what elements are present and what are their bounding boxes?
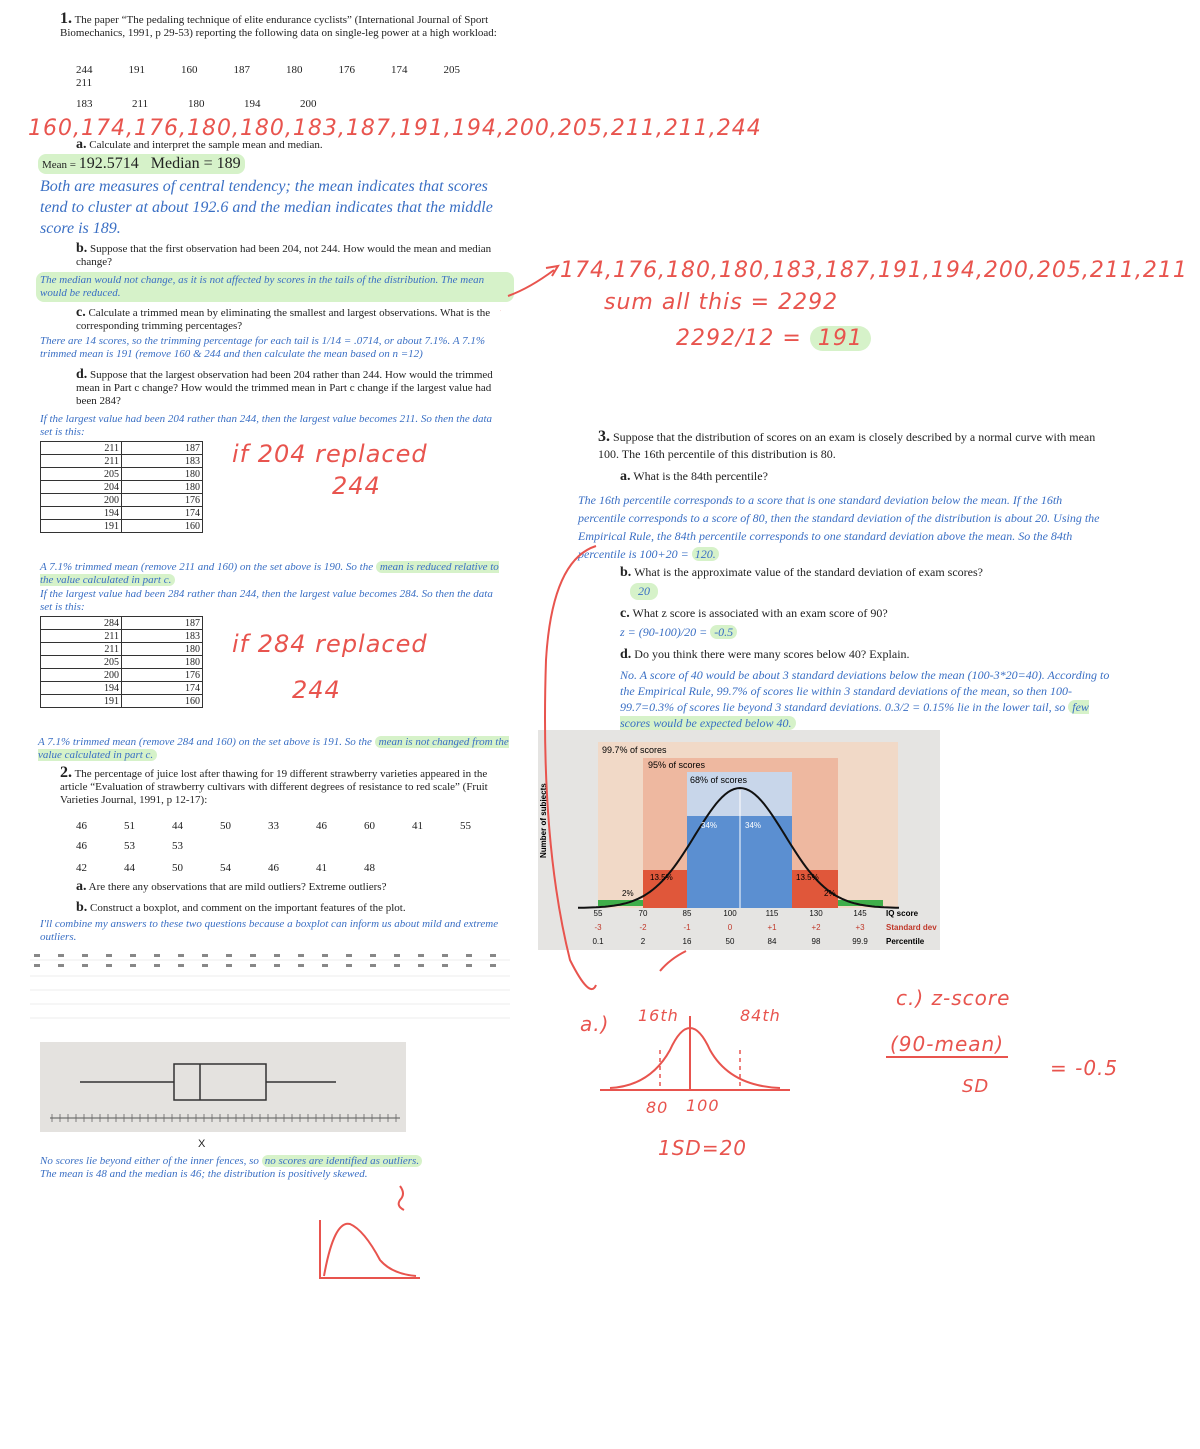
table-cell: 174 [122,507,203,520]
q3b-answer: 20 [630,583,658,600]
percentile-label: 84 [767,937,777,946]
hw-3c-denominator: SD [962,1076,990,1097]
sd-value-label: 0 [727,923,733,932]
q3a-answer-highlight: 120. [692,547,719,561]
q2-data-row1 [76,820,508,833]
q1-data-value: 183 [76,98,93,110]
q1-data-value: 160 [181,64,198,76]
q2-data-value: 53 [124,840,135,852]
table-cell: 205 [41,468,122,481]
sd-value-label: -1 [683,923,691,932]
sd-value-label: +2 [811,923,821,932]
q2-data-value: 55 [460,820,471,832]
hw-arrows [500,240,600,1040]
hw-284-244: 244 [292,676,341,704]
q3-intro: Suppose that the distribution of scores on an exam is closely described by a normal curve with mean 100. The 16th percentile of this distribution is 80. [598,430,1096,461]
table-row [41,520,203,533]
hw-100: 100 [686,1096,720,1115]
q3-number: 3. [598,428,610,445]
percentile-label: 99.9 [852,937,868,946]
q3c-text: What z score is associated with an exam score of 90? [632,606,888,620]
q2-data-value: 44 [124,862,135,874]
q3c-answer-text: z = (90-100)/20 = [620,625,711,639]
table-row [41,494,203,507]
q3c-question [620,607,888,620]
hw-3c-result: = -0.5 [1050,1056,1119,1080]
spreadsheet-snippet [30,950,510,1022]
q1b-question [76,242,506,269]
row-label-pct: Percentile [886,937,925,946]
table-cell: 205 [41,656,122,669]
table-row [41,455,203,468]
q3a-answer [578,491,1108,563]
q1d-answer4-text: A 7.1% trimmed mean (remove 284 and 160) on the set above is 191. So the [38,736,375,748]
q3a-question [620,470,768,483]
percentile-label: 2 [640,937,646,946]
median-label: Median = [150,155,217,172]
q1c-question [76,306,506,333]
label-2-right: 2% [824,889,836,898]
table-row [41,442,203,455]
q1-data-value: 176 [338,64,355,76]
q1a-label: a. [76,137,87,152]
q2-data-value: 48 [364,862,375,874]
iq-score-label: 85 [682,909,692,918]
table-cell: 160 [122,520,203,533]
q2-data-value: 41 [316,862,327,874]
q1b-text: Suppose that the first observation had been 204, not 244. How would the mean and median change? [76,243,492,268]
table-cell: 174 [122,682,203,695]
q3b-label: b. [620,565,632,580]
q2-data-value: 46 [76,820,87,832]
table-cell: 180 [122,643,203,656]
mean-value: 192.5714 [78,155,139,172]
hw-16th: 16th [638,1006,679,1025]
table-row [41,682,203,695]
hw-3c-numerator: (90-mean) [886,1032,1008,1058]
hw-arrow-to-chart [560,945,760,975]
table-row [41,643,203,656]
hw-right-sum: sum all this = 2292 [604,290,839,315]
q2-data-value: 46 [268,862,279,874]
data-table-204 [40,441,203,533]
hw-84th: 84th [740,1006,781,1025]
q3c-answer [620,626,737,639]
q1-handwritten-sorted: 160,174,176,180,180,183,187,191,194,200,205,211,211,244 [28,116,762,141]
q1-number: 1. [60,10,72,27]
boxplot-photo [40,1042,406,1132]
mean-label: Mean = [42,159,79,171]
percentile-label: 98 [811,937,821,946]
iq-score-label: 115 [765,909,779,918]
hw-284-replaced: if 284 replaced [232,630,428,658]
q2-data-value: 50 [220,820,231,832]
q2a-label: a. [76,879,87,894]
percentile-label: 16 [682,937,692,946]
q1-intro: The paper “The pedaling technique of elite endurance cyclists” (International Journal of Sport Biomechanics, 1991, p 29-53) reporting the following data on single-leg power at a high workload: [60,14,497,39]
q1d-answer4 [38,736,510,762]
data-table-284 [40,616,203,708]
q1a-question [76,138,323,152]
table-cell: 211 [41,442,122,455]
q1-mean-median [38,154,245,174]
iq-score-label: 55 [593,909,603,918]
q1-intro-block [60,12,510,40]
q3c-answer-highlight: -0.5 [710,625,737,639]
sd-value-label: +1 [767,923,777,932]
q3-intro-block [598,428,1118,463]
q3c-label: c. [620,606,630,621]
table-row [41,507,203,520]
table-cell: 183 [122,455,203,468]
table-row [41,481,203,494]
table-cell: 194 [41,682,122,695]
q1-data-value: 200 [300,98,317,110]
table-cell: 187 [122,617,203,630]
label-997: 99.7% of scores [602,745,667,755]
q2-intro: The percentage of juice lost after thawing for 19 different strawberry varieties appeared in the article “Evaluation of strawberry cultivars with different degrees of resistance to red scale” (Fruit Varieties Journal, 1991, p 12-17): [60,768,488,806]
table-cell: 200 [41,494,122,507]
q2-conclusion-text: No scores lie beyond either of the inner fences, so [40,1155,262,1167]
q1c-answer: There are 14 scores, so the trimming percentage for each tail is 1/14 = .0714, or about 7.1%. A 7.1% trimmed mean is 191 (remove 160 & 244 and then calculate the mean based on n =12) [40,335,486,360]
boxplot-axis-label: X [198,1138,206,1150]
q2-data-value: 41 [412,820,423,832]
q1d-answer1: If the largest value had been 204 rather than 244, then the largest value becomes 211. So then the data set is this: [40,413,493,438]
q2-data-value: 54 [220,862,231,874]
hw-3c-label: c.) z-score [896,986,1011,1010]
q2-data-value: 46 [76,840,87,852]
table-cell: 284 [41,617,122,630]
q1d-answer3: If the largest value had been 284 rather than 244, then the largest value becomes 284. So then the data set is this: [40,588,493,613]
iq-score-label: 145 [853,909,867,918]
q1-data-value: 244 [76,64,93,76]
q3d-label: d. [620,647,632,662]
hw-normal-sketch [580,1010,800,1110]
q3d-answer-highlight: few scores would be expected below 40. [620,700,1089,730]
q2-data-value: 53 [172,840,183,852]
q1c-text: Calculate a trimmed mean by eliminating the smallest and largest observations. What is the corresponding trimming percentages? [76,307,491,332]
table-cell: 187 [122,442,203,455]
table-cell: 200 [41,669,122,682]
q1a-answer: Both are measures of central tendency; the mean indicates that scores tend to cluster at about 192.6 and the median indicates that the middle score is 189. [40,178,493,237]
q1-data-value: 191 [128,64,145,76]
table-row [41,695,203,708]
hw-204-replaced: if 204 replaced [232,440,428,468]
q3a-text: What is the 84th percentile? [633,469,768,483]
table-cell: 176 [122,669,203,682]
table-cell: 176 [122,494,203,507]
label-135-left: 13.5% [650,873,673,882]
q1-data-value: 194 [244,98,261,110]
hw-right-sorted: 174,176,180,180,183,187,191,194,200,205,211,211 [560,258,1188,283]
table-cell: 180 [122,468,203,481]
hw-1sd: 1SD=20 [658,1136,748,1160]
iq-score-label: 130 [809,909,823,918]
chart-ylabel: Number of subjects [539,783,548,858]
label-135-right: 13.5% [796,873,819,882]
q3b-question [620,566,983,579]
q1-data-value: 174 [391,64,408,76]
table-row [41,656,203,669]
hw-right-division [676,326,871,351]
q2-data-value: 42 [76,862,87,874]
table-cell: 183 [122,630,203,643]
label-34-right: 34% [745,821,762,830]
q1d-label: d. [76,367,88,382]
q2b-label: b. [76,900,88,915]
q2-data-row2 [76,840,220,853]
q3a-label: a. [620,469,631,484]
q3b-text: What is the approximate value of the standard deviation of exam scores? [634,565,983,579]
sd-value-label: +3 [855,923,865,932]
q2a-text: Are there any observations that are mild outliers? Extreme outliers? [88,881,387,893]
hw-80: 80 [646,1098,669,1117]
table-row [41,669,203,682]
q1-data-row1b: 211 [76,77,93,89]
row-label-sd: Standard dev [886,923,937,932]
q1-data-row1 [76,64,496,90]
q2-conclusion-highlight: no scores are identified as outliers. [262,1155,422,1167]
sd-value-label: -3 [594,923,602,932]
q2-data-value: 44 [172,820,183,832]
q2-data-value: 46 [316,820,327,832]
q2-answer: I'll combine my answers to these two questions because a boxplot can inform us about mild and extreme outliers. [40,918,499,943]
table-cell: 180 [122,481,203,494]
q2-number: 2. [60,764,72,781]
row-label-iq: IQ score [886,909,919,918]
table-row [41,468,203,481]
table-cell: 180 [122,656,203,669]
q3d-answer-text: No. A score of 40 would be about 3 standard deviations below the mean (100-3*20=40). According to the Empirical Rule, 99.7% of scores lie within 3 standard deviations of the mean, so then 100-99.7=0.3% of scores lie beyond 3 standard deviations. 0.3/2 = 0.15% lie in the lower tail, so [620,668,1110,714]
q2b-text: Construct a boxplot, and comment on the important features of the plot. [90,902,406,914]
q3d-question [620,648,910,661]
hw-3a-label: a.) [580,1012,610,1036]
table-cell: 191 [41,520,122,533]
label-68: 68% of scores [690,775,748,785]
percentile-label: 50 [725,937,735,946]
hw-division-result: 191 [810,326,871,351]
sd-value-label: -2 [639,923,647,932]
label-2-left: 2% [622,889,634,898]
q1b-label: b. [76,241,88,256]
label-34-left: 34% [701,821,718,830]
q1d-answer2 [40,561,502,587]
q1-data-value: 211 [132,98,149,110]
q1a-text: Calculate and interpret the sample mean and median. [89,139,323,151]
q3d-text: Do you think there were many scores below 40? Explain. [634,647,910,661]
iq-score-label: 70 [638,909,648,918]
hw-204-244: 244 [332,472,381,500]
q2b-question [76,901,406,915]
table-row [41,630,203,643]
q1d-text: Suppose that the largest observation had been 204 rather than 244. How would the trimmed mean in Part c change? How would the trimmed mean in Part c change if the largest value had been 284? [76,369,493,407]
hw-skew-sketch [300,1180,440,1290]
q2-data-value: 33 [268,820,279,832]
q1b-answer: The median would not change, as it is not affected by scores in the tails of the distribution. The mean would be reduced. [36,272,514,302]
q1-data-row2 [76,98,376,111]
q1-data-value: 180 [286,64,303,76]
table-cell: 160 [122,695,203,708]
q2-conclusion [40,1155,510,1181]
q1d-question [76,368,506,408]
q2-data-value: 60 [364,820,375,832]
q2-conclusion-text2: The mean is 48 and the median is 46; the distribution is positively skewed. [40,1168,368,1180]
iq-score-label: 100 [723,909,737,918]
q2-intro-block [60,766,510,807]
q1d-answer2-highlight: mean is reduced relative to the value calculated in part c. [40,561,499,586]
table-cell: 194 [41,507,122,520]
table-row [41,617,203,630]
q1c-label: c. [76,305,86,320]
hw-division-text: 2292/12 = [676,326,810,351]
table-cell: 191 [41,695,122,708]
q2-data-row3 [76,862,412,875]
q3d-answer [620,667,1110,731]
q1d-answer4-highlight: mean is not changed from the value calculated in part c. [38,736,509,761]
label-95: 95% of scores [648,760,706,770]
q2-data-value: 50 [172,862,183,874]
q2-data-value: 51 [124,820,135,832]
percentile-label: 0.1 [592,937,604,946]
q1-data-value: 180 [188,98,205,110]
table-cell: 211 [41,643,122,656]
q1-data-value: 187 [233,64,250,76]
q1-data-value: 205 [443,64,460,76]
table-cell: 211 [41,630,122,643]
q1d-answer2-text: A 7.1% trimmed mean (remove 211 and 160) on the set above is 190. So the [40,561,376,573]
median-value: 189 [216,155,241,172]
q3a-answer-text: The 16th percentile corresponds to a score that is one standard deviation below the mean. If the 16th percentile corresponds to a score of 80, then the standard deviation of the distribution is about 20. Using the Empirical Rule, the 84th percentile corresponds to one standard deviation above the mean. So the 84th percentile is 100+20 = [578,493,1100,561]
q2a-question [76,880,386,894]
table-cell: 204 [41,481,122,494]
table-cell: 211 [41,455,122,468]
